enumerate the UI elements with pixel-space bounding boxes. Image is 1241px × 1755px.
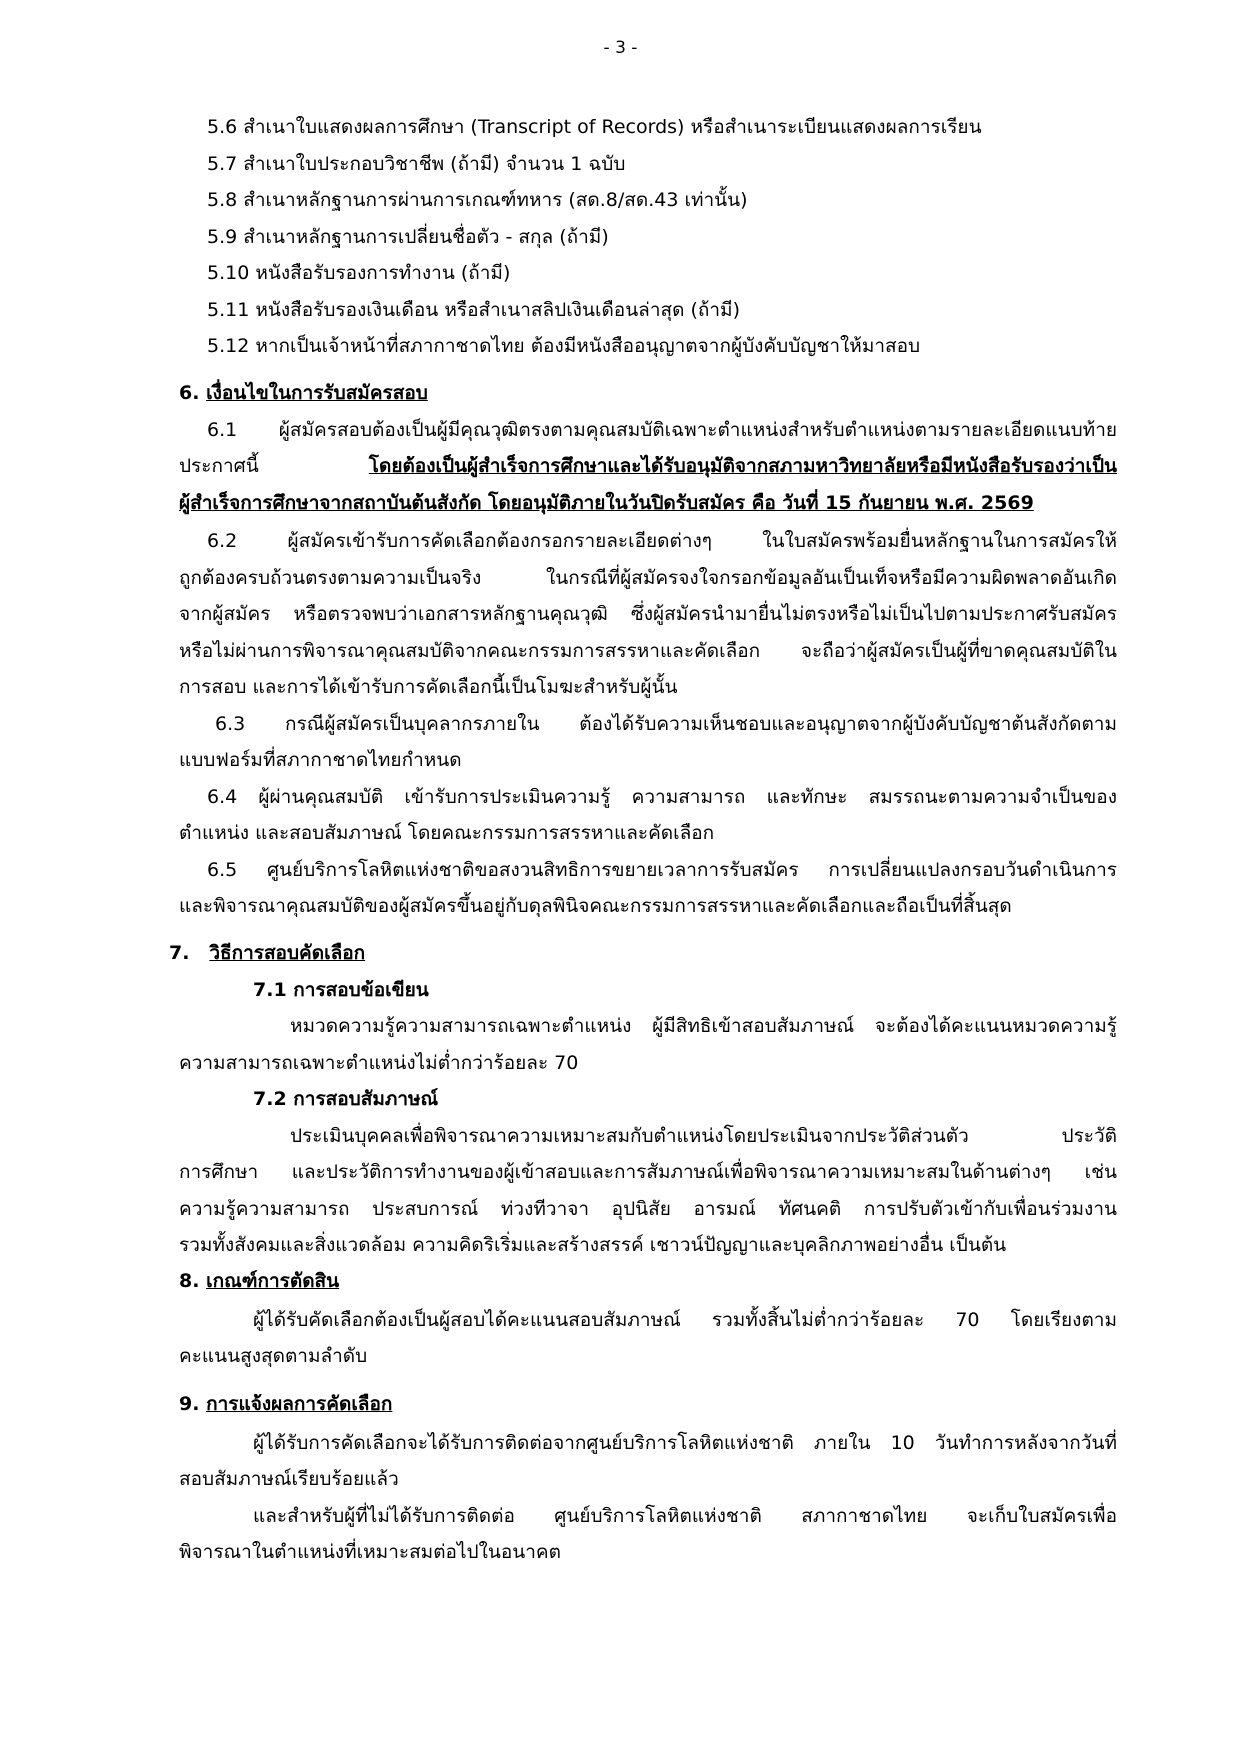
paragraph-line: และสำหรับผู้ที่ไม่ได้รับการติดต่อ ศูนย์บริการโลหิตแห่งชาติ สภากาชาดไทย จะเก็บใบสมัครเพื่อ bbox=[253, 1505, 1117, 1527]
paragraph-line: 6.1 ผู้สมัครสอบต้องเป็นผู้มีคุณวุฒิตรงตามคุณสมบัติเฉพาะตำแหน่งสำหรับตำแหน่งตามรายละเอียดแนบท้าย bbox=[207, 419, 1117, 441]
page-number: - 3 - bbox=[603, 38, 638, 58]
paragraph-line: การศึกษา และประวัติการทำงานของผู้เข้าสอบและการสัมภาษณ์เพื่อพิจารณาความเหมาะสมในด้านต่างๆ เช่น bbox=[179, 1161, 1117, 1183]
paragraph-line: ผู้ได้รับคัดเลือกต้องเป็นผู้สอบได้คะแนนสอบสัมภาษณ์ รวมทั้งสิ้นไม่ต่ำกว่าร้อยละ 70 โดยเรียงตาม bbox=[253, 1309, 1117, 1331]
section-8-heading bbox=[179, 1270, 339, 1293]
section-7-heading bbox=[169, 942, 365, 965]
paragraph-line: 6.4 ผู้ผ่านคุณสมบัติ เข้ารับการประเมินความรู้ ความสามารถ และทักษะ สมรรถนะตามความจำเป็นของ bbox=[207, 786, 1117, 808]
section-title: เงื่อนไขในการรับสมัครสอบ bbox=[206, 382, 428, 404]
paragraph-line: หมวดความรู้ความสามารถเฉพาะตำแหน่ง ผู้มีสิทธิเข้าสอบสัมภาษณ์ จะต้องได้คะแนนหมวดความรู้ bbox=[290, 1015, 1117, 1037]
paragraph-line: แบบฟอร์มที่สภากาชาดไทยกำหนด bbox=[179, 749, 462, 771]
emphasized-text: โดยต้องเป็นผู้สำเร็จการศึกษาและได้รับอนุมัติจากสภามหาวิทยาลัยหรือมีหนังสือรับรองว่าเป็น bbox=[368, 455, 1117, 477]
section-title: วิธีการสอบคัดเลือก bbox=[209, 942, 366, 964]
list-item: 5.7 สำเนาใบประกอบวิชาชีพ (ถ้ามี) จำนวน 1 ฉบับ bbox=[207, 153, 626, 175]
paragraph-line: คะแนนสูงสุดตามลำดับ bbox=[179, 1345, 368, 1367]
list-item: 5.10 หนังสือรับรองการทำงาน (ถ้ามี) bbox=[207, 262, 511, 284]
paragraph-line: สอบสัมภาษณ์เรียบร้อยแล้ว bbox=[179, 1468, 399, 1490]
section-title: การแจ้งผลการคัดเลือก bbox=[206, 1393, 393, 1415]
list-item: 5.6 สำเนาใบแสดงผลการศึกษา (Transcript of Records) หรือสำเนาระเบียนแสดงผลการเรียน bbox=[207, 116, 982, 138]
subsection-heading: 7.2 การสอบสัมภาษณ์ bbox=[253, 1088, 439, 1110]
list-item: 5.8 สำเนาหลักฐานการผ่านการเกณฑ์ทหาร (สด.8/สด.43 เท่านั้น) bbox=[207, 189, 748, 211]
paragraph-line: ประเมินบุคคลเพื่อพิจารณาความเหมาะสมกับตำแหน่งโดยประเมินจากประวัติส่วนตัว ประวัติ bbox=[290, 1125, 1117, 1147]
section-number: 7. bbox=[169, 942, 190, 964]
paragraph-line: หรือไม่ผ่านการพิจารณาคุณสมบัติจากคณะกรรมการสรรหาและคัดเลือก จะถือว่าผู้สมัครเป็นผู้ที่ขาดคุณสมบัติใน bbox=[179, 640, 1117, 662]
paragraph-line: จากผู้สมัคร หรือตรวจพบว่าเอกสารหลักฐานคุณวุฒิ ซึ่งผู้สมัครนำมายื่นไม่ตรงหรือไม่เป็นไปตามประกาศรับสมัคร bbox=[179, 603, 1117, 625]
paragraph-line bbox=[179, 455, 1117, 478]
section-number: 6. bbox=[179, 382, 200, 404]
list-item: 5.11 หนังสือรับรองเงินเดือน หรือสำเนาสลิปเงินเดือนล่าสุด (ถ้ามี) bbox=[207, 299, 740, 321]
paragraph-text: ประกาศนี้ bbox=[179, 455, 369, 477]
paragraph-line: พิจารณาในตำแหน่งที่เหมาะสมต่อไปในอนาคต bbox=[179, 1541, 561, 1563]
paragraph-line: และพิจารณาคุณสมบัติของผู้สมัครขึ้นอยู่กับดุลพินิจคณะกรรมการสรรหาและคัดเลือกและถือเป็นที่สิ้นสุด bbox=[179, 895, 1012, 917]
section-number: 8. bbox=[179, 1270, 200, 1292]
paragraph-line: การสอบ และการได้เข้ารับการคัดเลือกนี้เป็นโมฆะสำหรับผู้นั้น bbox=[179, 676, 678, 698]
subsection-heading: 7.1 การสอบข้อเขียน bbox=[253, 979, 429, 1001]
paragraph-line: ความรู้ความสามารถ ประสบการณ์ ท่วงทีวาจา อุปนิสัย อารมณ์ ทัศนคติ การปรับตัวเข้ากับเพื่อนร่วมงาน bbox=[179, 1198, 1117, 1220]
list-item: 5.9 สำเนาหลักฐานการเปลี่ยนชื่อตัว - สกุล (ถ้ามี) bbox=[207, 226, 609, 248]
list-item: 5.12 หากเป็นเจ้าหน้าที่สภากาชาดไทย ต้องมีหนังสืออนุญาตจากผู้บังคับบัญชาให้มาสอบ bbox=[207, 335, 921, 357]
paragraph-line: ความสามารถเฉพาะตำแหน่งไม่ต่ำกว่าร้อยละ 70 bbox=[179, 1052, 579, 1074]
paragraph-line: 6.5 ศูนย์บริการโลหิตแห่งชาติขอสงวนสิทธิการขยายเวลาการรับสมัคร การเปลี่ยนแปลงกรอบวันดำเนินการ bbox=[207, 859, 1117, 881]
section-number: 9. bbox=[179, 1393, 200, 1415]
paragraph-line: ตำแหน่ง และสอบสัมภาษณ์ โดยคณะกรรมการสรรหาและคัดเลือก bbox=[179, 822, 715, 844]
section-title: เกณฑ์การตัดสิน bbox=[206, 1270, 340, 1292]
paragraph-line: รวมทั้งสังคมและสิ่งแวดล้อม ความคิดริเริ่มและสร้างสรรค์ เชาวน์ปัญญาและบุคลิกภาพอย่างอื่น เป็นต้น bbox=[179, 1234, 1007, 1256]
paragraph-line: 6.2 ผู้สมัครเข้ารับการคัดเลือกต้องกรอกรายละเอียดต่างๆ ในใบสมัครพร้อมยื่นหลักฐานในการสมัครให้ bbox=[207, 530, 1117, 552]
section-9-heading bbox=[179, 1393, 392, 1416]
paragraph-line: ผู้ได้รับการคัดเลือกจะได้รับการติดต่อจากศูนย์บริการโลหิตแห่งชาติ ภายใน 10 วันทำการหลังจากวันที่ bbox=[253, 1432, 1117, 1454]
paragraph-line: ถูกต้องครบถ้วนตรงตามความเป็นจริง ในกรณีที่ผู้สมัครจงใจกรอกข้อมูลอันเป็นเท็จหรือมีความผิดพลาดอันเกิด bbox=[179, 567, 1117, 589]
emphasized-text: ผู้สำเร็จการศึกษาจากสถาบันต้นสังกัด โดยอนุมัติภายในวันปิดรับสมัคร คือ วันที่ 15 กันยายน พ.ศ. 2569 bbox=[179, 492, 1034, 514]
paragraph-line: 6.3 กรณีผู้สมัครเป็นบุคลากรภายใน ต้องได้รับความเห็นชอบและอนุญาตจากผู้บังคับบัญชาต้นสังกัดตาม bbox=[215, 713, 1117, 735]
section-6-heading bbox=[179, 382, 428, 405]
